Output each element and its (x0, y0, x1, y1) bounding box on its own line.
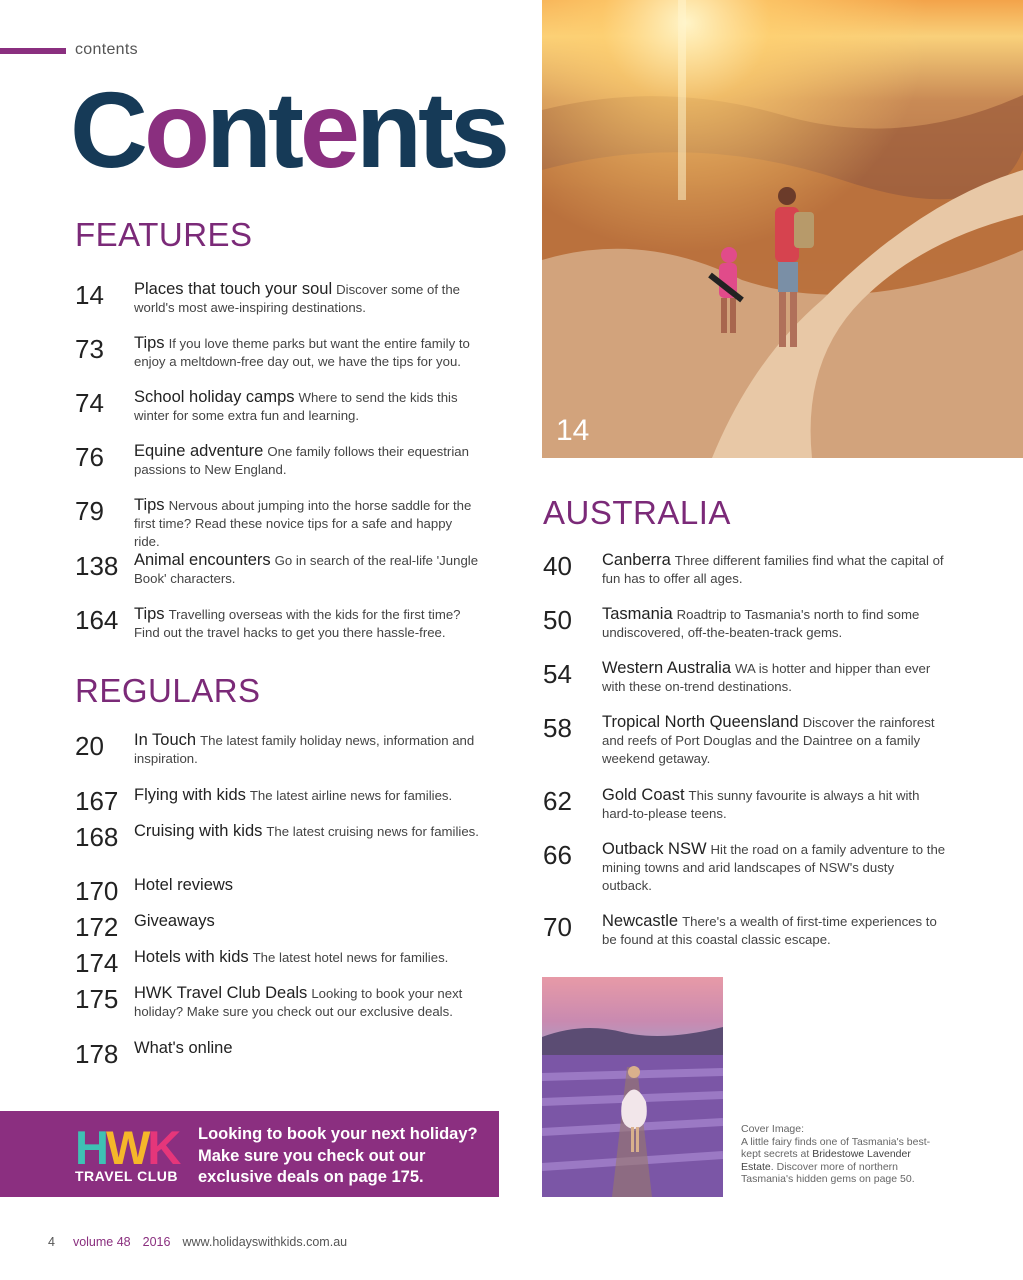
section-tag: contents (75, 41, 138, 58)
footer-volume: volume 48 (72, 1235, 131, 1249)
hwk-logo-letter: H (75, 1126, 106, 1166)
australia-entry-title: Canberra (602, 551, 671, 569)
australia-entry-description: This sunny favourite is always a hit with hard-to-please teens. (602, 788, 920, 821)
cover-caption (741, 1123, 941, 1186)
australia-entry-body (602, 659, 947, 696)
lavender-field-image (542, 977, 723, 1197)
australia-page-number: 62 (543, 786, 572, 816)
features-heading: FEATURES (75, 216, 253, 253)
regulars-page-number: 175 (75, 984, 119, 1014)
regulars-heading: REGULARS (75, 672, 261, 709)
regulars-entry-title: What's online (134, 1039, 233, 1057)
regulars-entry-body (134, 786, 479, 805)
title-part: nts (356, 69, 506, 190)
features-page-number: 164 (75, 605, 119, 635)
sunset-hike-image (542, 0, 1023, 458)
regulars-entry-title: Cruising with kids (134, 822, 263, 840)
australia-entry-body (602, 786, 947, 823)
australia-entry-description: Three different families find what the capital of fun has to offer all ages. (602, 553, 944, 586)
australia-entry-description: Roadtrip to Tasmania's north to find some undiscovered, off-the-beaten-track gems. (602, 607, 920, 640)
features-page-number: 138 (75, 551, 119, 581)
australia-entry-title: Newcastle (602, 912, 679, 930)
australia-entry-description: Discover the rainforest and reefs of Port Douglas and the Daintree on a family weekend getaway. (602, 715, 935, 766)
regulars-entry-title: Giveaways (134, 912, 215, 930)
regulars-page-number: 174 (75, 948, 119, 978)
australia-heading: AUSTRALIA (543, 494, 731, 531)
cover-caption-bold: Bridestowe Lavender Estate (741, 1148, 911, 1173)
cover-caption-text2: . Discover more of northern Tasmania's hidden gems on page 50. (741, 1160, 915, 1185)
regulars-entry-title: Hotel reviews (134, 876, 234, 894)
regulars-entry-body (134, 822, 479, 841)
australia-entry-body (602, 551, 947, 588)
features-entry-description: Travelling overseas with the kids for the first time? Find out the travel hacks to get you there hassle-free. (134, 607, 461, 640)
hwk-logo-text (75, 1126, 181, 1166)
banner-text: Looking to book your next holiday? Make sure you check out our exclusive deals on page 175. (198, 1125, 478, 1186)
australia-entry-title: Outback NSW (602, 840, 707, 858)
regulars-entry-description: The latest family holiday news, information and inspiration. (134, 733, 475, 766)
feature-photo[interactable] (542, 0, 1023, 458)
australia-entry-body (602, 912, 947, 949)
features-page-number: 79 (75, 496, 104, 526)
regulars-entry-title: In Touch (134, 731, 197, 749)
regulars-entry-description: The latest cruising news for families. (266, 824, 479, 839)
regulars-entry-description: The latest airline news for families. (249, 788, 453, 803)
regulars-page-number: 170 (75, 876, 119, 906)
australia-entry-description: WA is hotter and hipper than ever with these on-trend destinations. (602, 661, 931, 694)
footer-page-number: 4 (48, 1235, 55, 1249)
features-entry-body (134, 388, 479, 425)
regulars-entry-title: HWK Travel Club Deals (134, 984, 308, 1002)
title-part: nt (205, 69, 300, 190)
hwk-logo-icon (75, 1126, 185, 1166)
australia-page-number: 70 (543, 912, 572, 942)
features-entry-title: Tips (134, 496, 165, 514)
australia-entry-description: Hit the road on a family adventure to the mining towns and arid landscapes of NSW's dusty outback. (602, 842, 946, 893)
features-entry-body (134, 605, 479, 642)
features-entry-description: Discover some of the world's most awe-inspiring destinations. (134, 282, 460, 315)
cover-caption-label: Cover Image: (741, 1123, 805, 1135)
features-entry-title: Places that touch your soul (134, 280, 333, 298)
hwk-logo-letter: W (105, 1126, 148, 1166)
title-part: o (144, 69, 206, 190)
features-entry-description: One family follows their equestrian passions to New England. (134, 444, 469, 477)
regulars-entry-description: The latest hotel news for families. (252, 950, 449, 965)
australia-entry-title: Tropical North Queensland (602, 713, 799, 731)
australia-entry-title: Gold Coast (602, 786, 685, 804)
footer-url[interactable]: www.holidayswithkids.com.au (182, 1235, 348, 1249)
footer-year: 2016 (142, 1235, 171, 1249)
features-page-number: 73 (75, 334, 104, 364)
cover-caption-text (741, 1136, 941, 1186)
australia-entry-body (602, 840, 947, 895)
features-entry-description: Nervous about jumping into the horse saddle for the first time? Read these novice tips for a safe and happy ride. (134, 498, 472, 549)
section-accent-bar (0, 48, 66, 54)
features-page-number: 76 (75, 442, 104, 472)
features-entry-body (134, 551, 479, 588)
features-entry-title: Animal encounters (134, 551, 271, 569)
features-entry-title: School holiday camps (134, 388, 295, 406)
australia-entry-description: There's a wealth of first-time experiences to be found at this coastal classic escape. (602, 914, 937, 947)
features-entry-description: If you love theme parks but want the entire family to enjoy a meltdown-free day out, we have the tips for you. (134, 336, 470, 369)
features-entry-body (134, 496, 479, 551)
regulars-page-number: 167 (75, 786, 119, 816)
features-entry-title: Tips (134, 334, 165, 352)
regulars-page-number: 178 (75, 1039, 119, 1069)
features-entry-body (134, 334, 479, 371)
regulars-entry-body (134, 984, 479, 1021)
features-entry-title: Tips (134, 605, 165, 623)
features-page-number: 14 (75, 280, 104, 310)
australia-entry-body (602, 605, 947, 642)
hwk-logo-letter: K (147, 1126, 179, 1166)
features-entry-body (134, 280, 479, 317)
hwk-logo-subtitle: TRAVEL CLUB (75, 1168, 178, 1184)
features-entry-description: Go in search of the real-life 'Jungle Book' characters. (134, 553, 479, 586)
regulars-entry-title: Hotels with kids (134, 948, 249, 966)
features-entry-body (134, 442, 479, 479)
feature-photo-page-number: 14 (556, 414, 590, 447)
title-part: e (299, 69, 356, 190)
australia-page-number: 54 (543, 659, 572, 689)
australia-page-number: 66 (543, 840, 572, 870)
page-title (70, 69, 506, 190)
title-part: C (70, 69, 144, 190)
cover-photo[interactable] (542, 977, 723, 1197)
australia-page-number: 50 (543, 605, 572, 635)
australia-entry-body (602, 713, 947, 768)
australia-page-number: 40 (543, 551, 572, 581)
features-entry-description: Where to send the kids this winter for some extra fun and learning. (134, 390, 458, 423)
regulars-page-number: 172 (75, 912, 119, 942)
regulars-entry-body (134, 912, 479, 931)
regulars-entry-description: Looking to book your next holiday? Make sure you check out our exclusive deals. (134, 986, 463, 1019)
features-page-number: 74 (75, 388, 104, 418)
regulars-entry-title: Flying with kids (134, 786, 246, 804)
australia-entry-title: Western Australia (602, 659, 732, 677)
cover-caption-text1: A little fairy finds one of Tasmania's best-kept secrets at (741, 1135, 931, 1160)
features-entry-title: Equine adventure (134, 442, 264, 460)
australia-entry-title: Tasmania (602, 605, 673, 623)
regulars-page-number: 168 (75, 822, 119, 852)
australia-page-number: 58 (543, 713, 572, 743)
regulars-entry-body (134, 1039, 479, 1058)
page-footer (48, 1235, 347, 1249)
regulars-entry-body (134, 948, 479, 967)
regulars-page-number: 20 (75, 731, 104, 761)
regulars-entry-body (134, 731, 479, 768)
regulars-entry-body (134, 876, 479, 895)
